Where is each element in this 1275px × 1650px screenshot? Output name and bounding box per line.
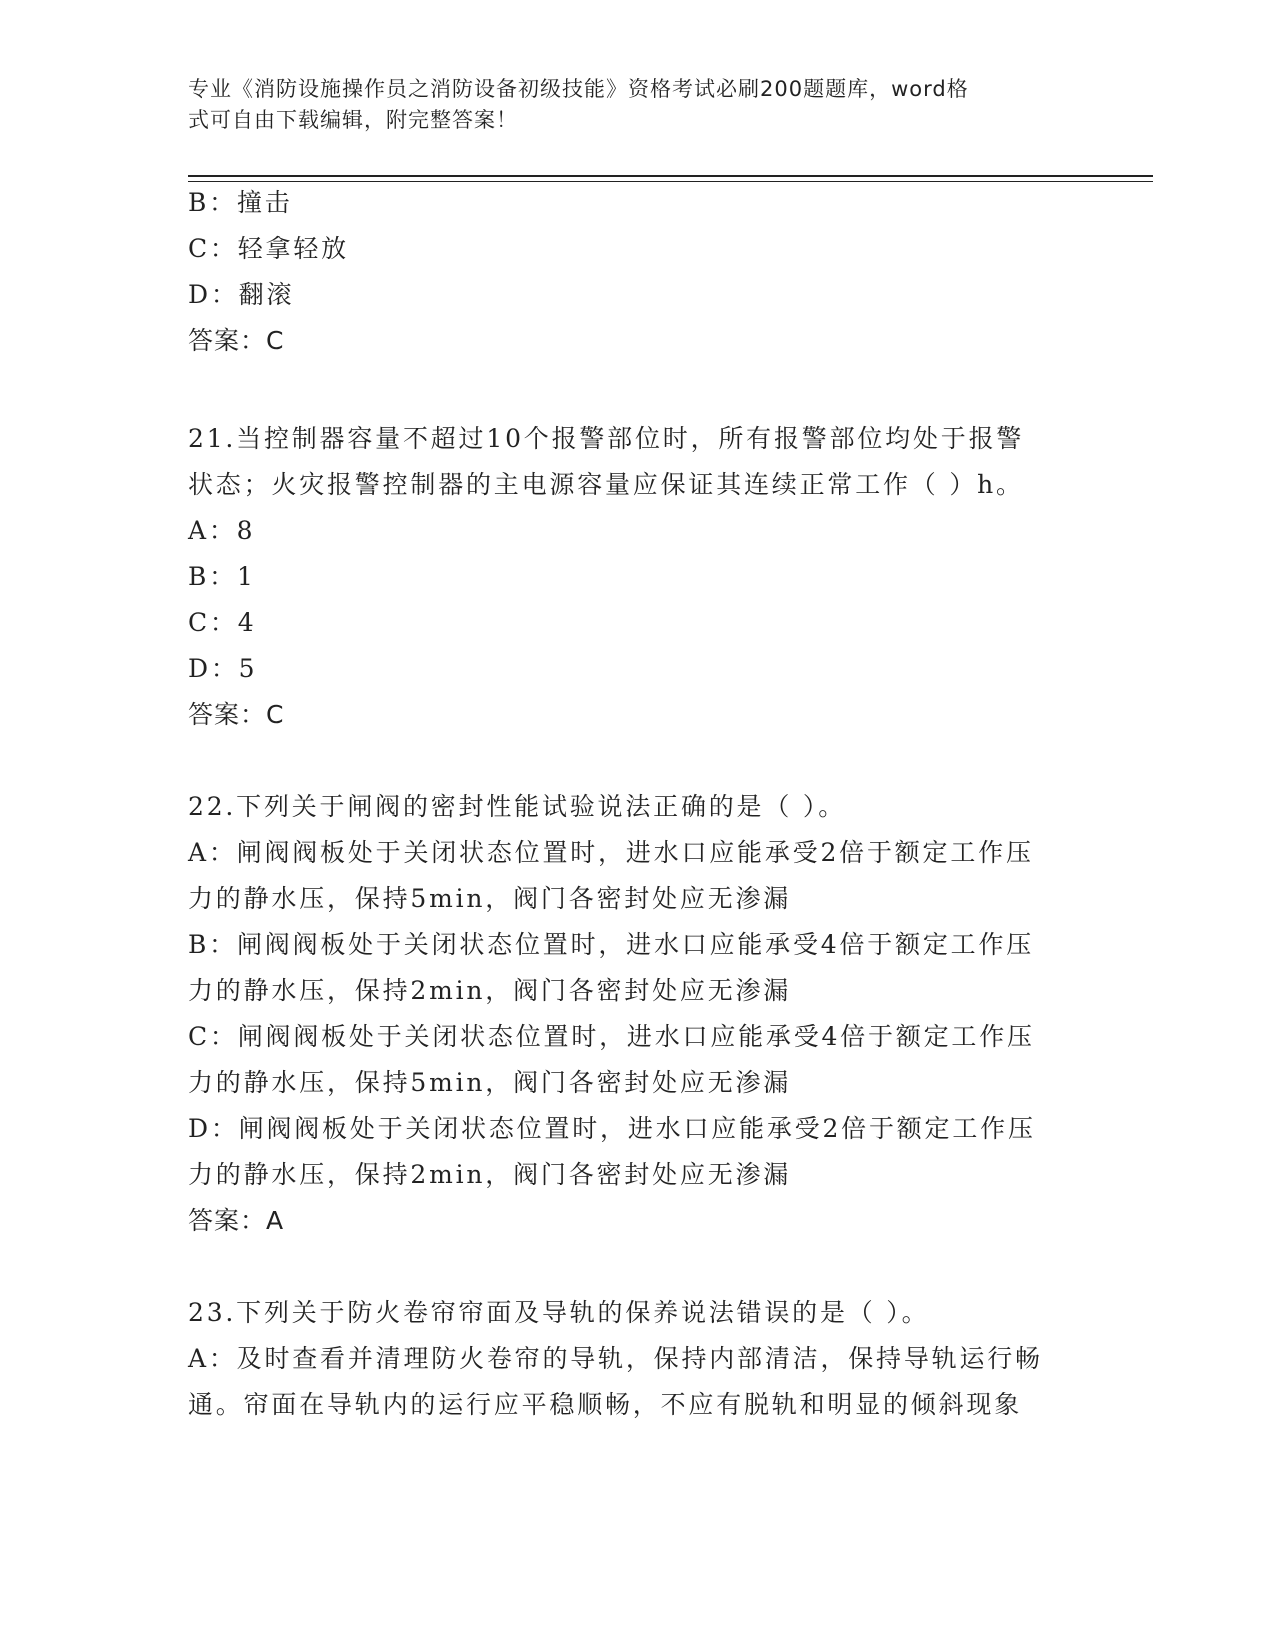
q20-option-c: C：轻拿轻放 <box>188 234 349 263</box>
q22-option-a-line-1: A：闸阀阀板处于关闭状态位置时，进水口应能承受2倍于额定工作压 <box>188 838 1034 867</box>
q22-stem: 22.下列关于闸阀的密封性能试验说法正确的是（ ）。 <box>188 792 847 821</box>
q22-option-b-line-1: B：闸阀阀板处于关闭状态位置时，进水口应能承受4倍于额定工作压 <box>188 930 1035 959</box>
header-rule-thin <box>188 181 1153 182</box>
q20-option-b: B：撞击 <box>188 188 293 217</box>
q20-answer: 答案：C <box>188 326 285 355</box>
q22-option-d-line-1: D：闸阀阀板处于关闭状态位置时，进水口应能承受2倍于额定工作压 <box>188 1114 1036 1143</box>
q22-option-c-line-1: C：闸阀阀板处于关闭状态位置时，进水口应能承受4倍于额定工作压 <box>188 1022 1035 1051</box>
header-line-1: 专业《消防设施操作员之消防设备初级技能》资格考试必刷200题题库，word格 <box>188 77 969 101</box>
q21-option-d: D：5 <box>188 654 258 683</box>
q21-answer: 答案：C <box>188 700 285 729</box>
q21-option-c: C：4 <box>188 608 257 637</box>
header-rule-thick <box>188 175 1153 177</box>
header-line-2: 式可自由下载编辑，附完整答案！ <box>188 108 518 132</box>
q22-option-b-line-2: 力的静水压，保持2min，阀门各密封处应无渗漏 <box>188 976 792 1005</box>
q21-option-b: B：1 <box>188 562 256 591</box>
q22-option-c-line-2: 力的静水压，保持5min，阀门各密封处应无渗漏 <box>188 1068 792 1097</box>
q23-option-a-line-1: A：及时查看并清理防火卷帘的导轨，保持内部清洁，保持导轨运行畅 <box>188 1344 1043 1373</box>
q22-answer: 答案：A <box>188 1206 285 1235</box>
q21-stem-line-1: 21.当控制器容量不超过10个报警部位时，所有报警部位均处于报警 <box>188 424 1025 453</box>
q21-stem-line-2: 状态；火灾报警控制器的主电源容量应保证其连续正常工作（ ）h。 <box>188 470 1024 499</box>
q20-option-d: D：翻滚 <box>188 280 295 309</box>
document-header <box>188 74 1068 136</box>
q21-option-a: A：8 <box>188 516 256 545</box>
q22-option-d-line-2: 力的静水压，保持2min，阀门各密封处应无渗漏 <box>188 1160 792 1189</box>
q23-option-a-line-2: 通。帘面在导轨内的运行应平稳顺畅，不应有脱轨和明显的倾斜现象 <box>188 1390 1023 1419</box>
q22-option-a-line-2: 力的静水压，保持5min，阀门各密封处应无渗漏 <box>188 884 792 913</box>
q23-stem: 23.下列关于防火卷帘帘面及导轨的保养说法错误的是（ ）。 <box>188 1298 930 1327</box>
